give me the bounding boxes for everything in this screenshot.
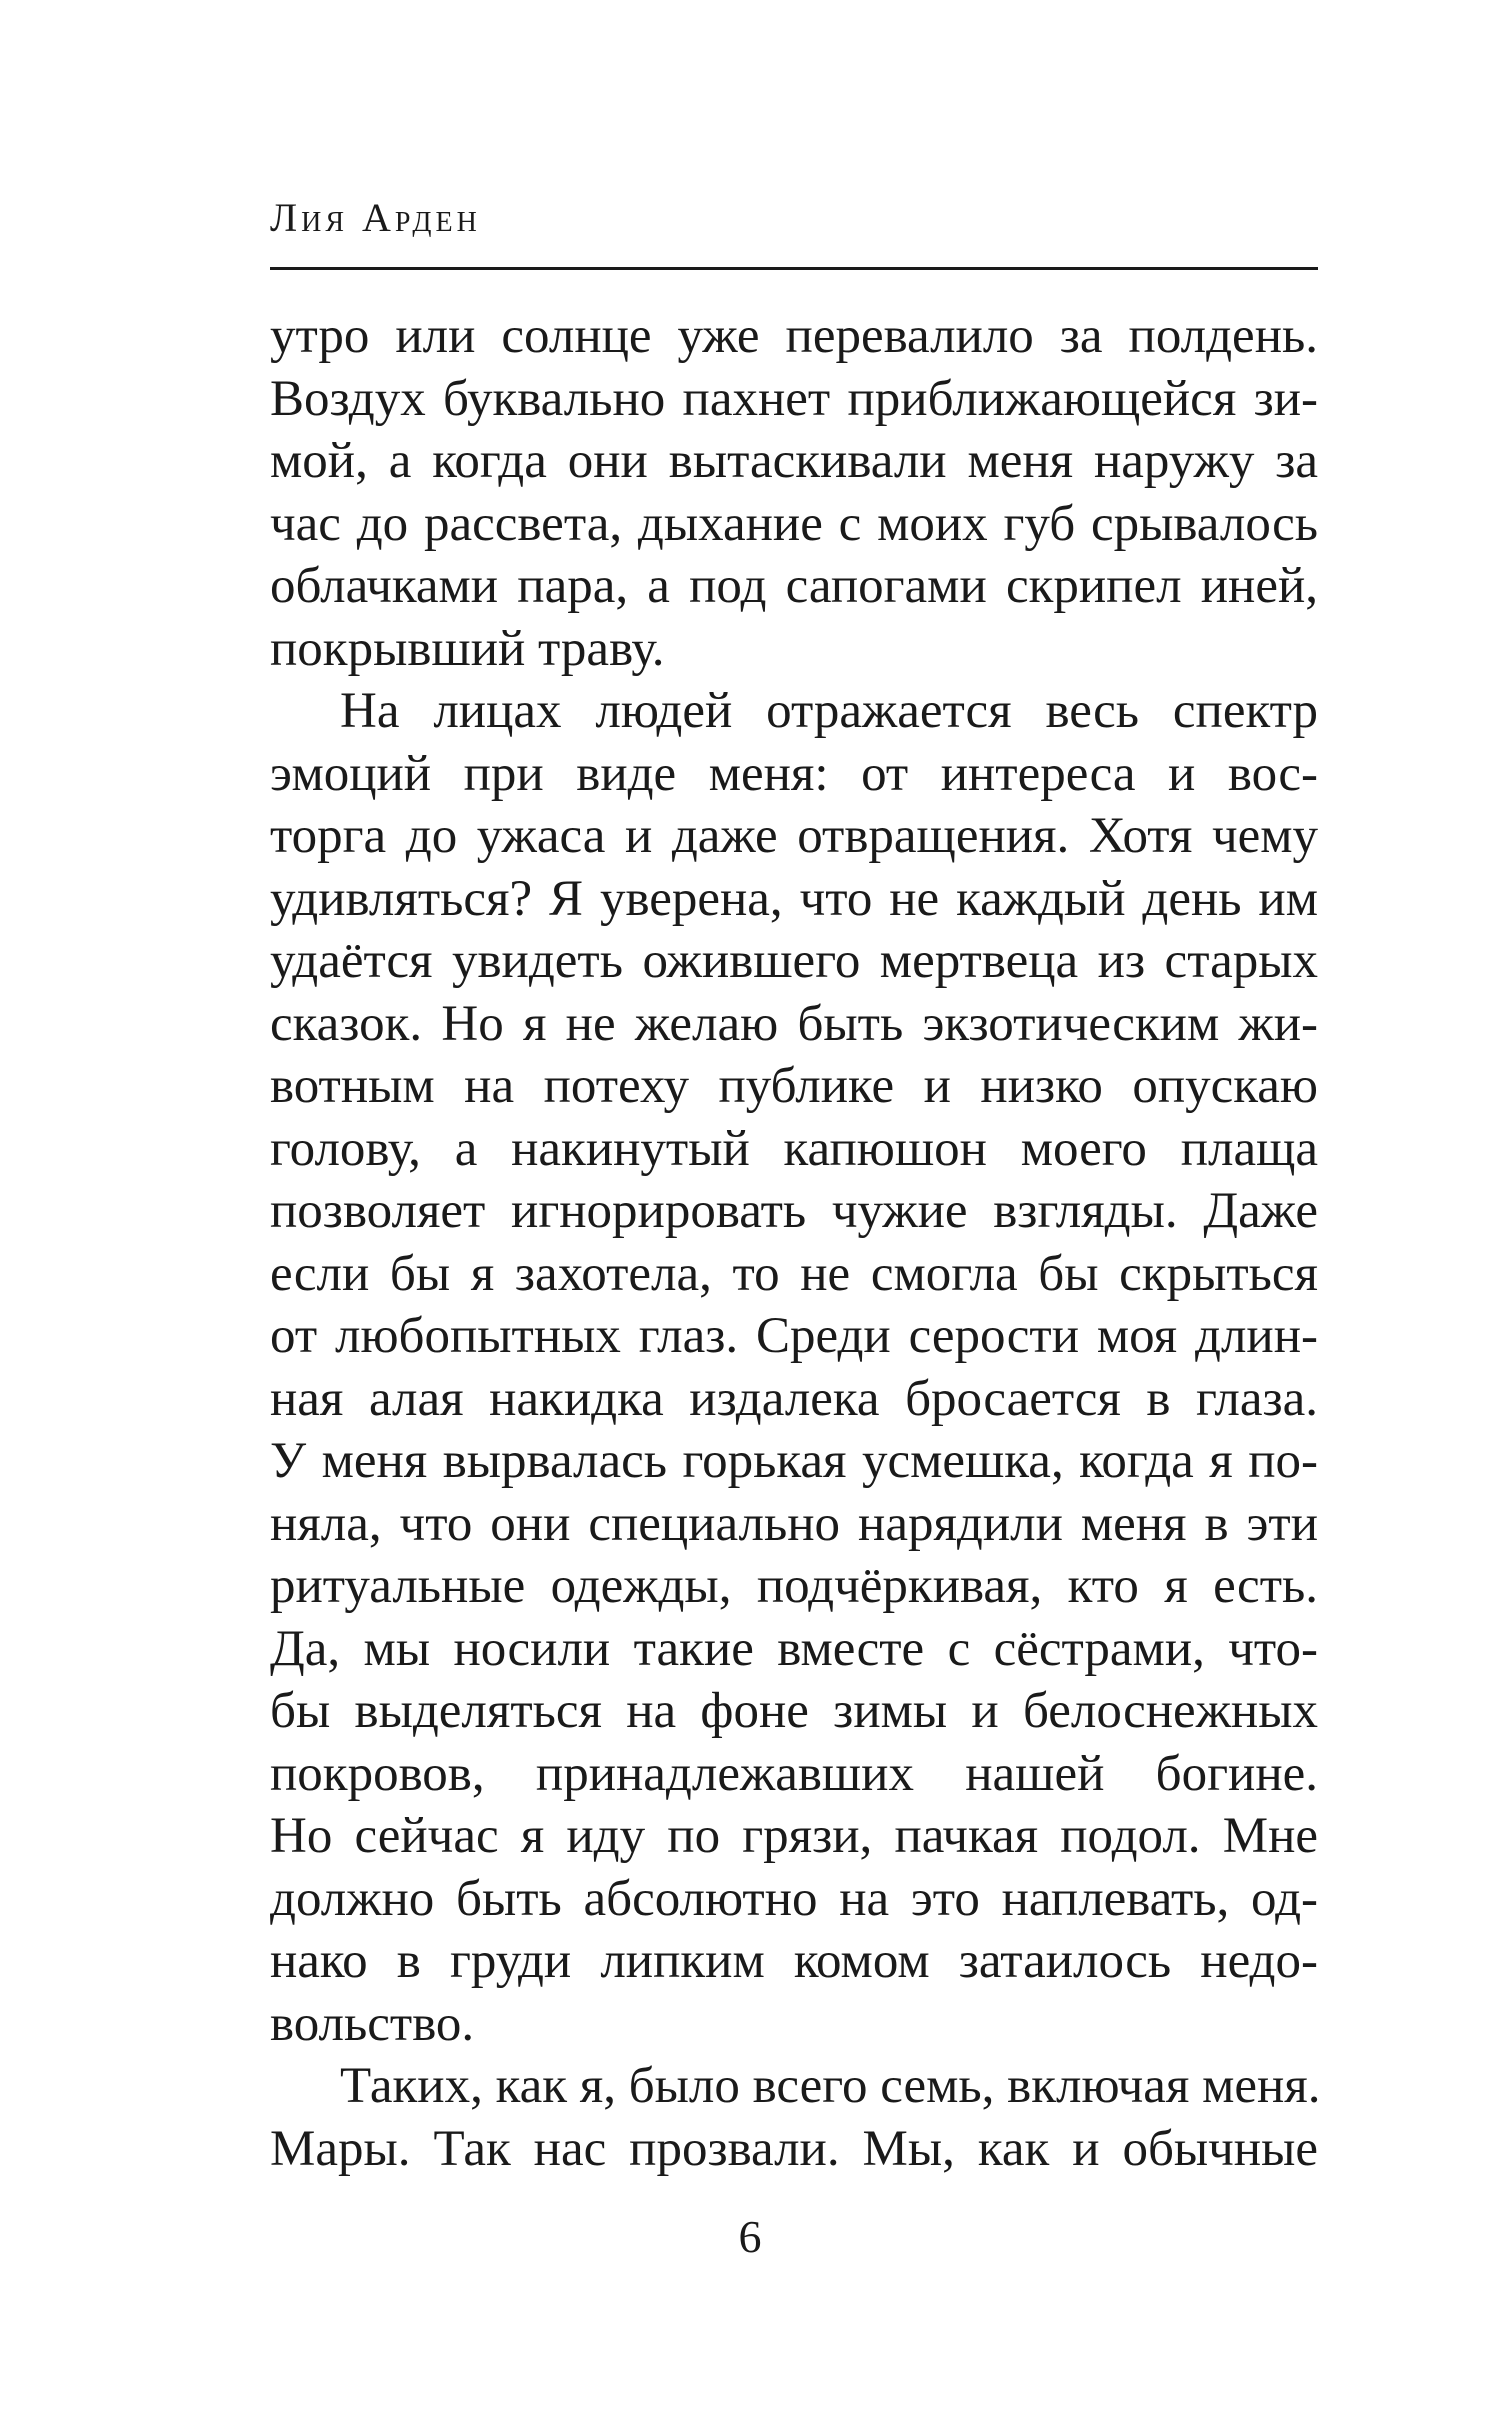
text-line: должно быть абсолютно на это наплевать, од- xyxy=(270,1870,1318,1927)
paragraph xyxy=(270,680,1318,2055)
text-line: вотным на потеху публике и низко опускаю xyxy=(270,1058,1318,1114)
text-line: Воздух буквально пахнет приближающейся зи- xyxy=(270,370,1318,427)
text-line: если бы я захотела, то не смогла бы скрыться xyxy=(270,1245,1318,1302)
text-line: Да, мы носили такие вместе с сёстрами, что- xyxy=(270,1620,1318,1677)
text-line: Но сейчас я иду по грязи, пачкая подол. Мне xyxy=(270,1808,1318,1864)
text-line: голову, а накинутый капюшон моего плаща xyxy=(270,1120,1318,1177)
text-line: вольство. xyxy=(270,1995,475,2052)
paragraph xyxy=(270,2055,1321,2180)
text-line: удаётся увидеть ожившего мертвеца из старых xyxy=(270,933,1318,989)
text-line: утро или солнце уже перевалило за полдень. xyxy=(270,308,1318,364)
text-line: покровов, принадлежавших нашей богине. xyxy=(270,1745,1318,1802)
text-line: позволяет игнорировать чужие взгляды. Даже xyxy=(270,1183,1318,1239)
paragraph xyxy=(270,305,1318,680)
text-line: Таких, как я, было всего семь, включая меня. xyxy=(340,2058,1321,2114)
text-line: ная алая накидка издалека бросается в глаза. xyxy=(270,1370,1318,1427)
text-line: час до рассвета, дыхание с моих губ срывалось xyxy=(270,495,1318,552)
text-line: На лицах людей отражается весь спектр xyxy=(340,683,1318,739)
text-line: облачками пара, а под сапогами скрипел иней, xyxy=(270,558,1318,614)
header-rule xyxy=(270,267,1318,270)
page-number: 6 xyxy=(738,2211,762,2262)
text-line: сказок. Но я не желаю быть экзотическим жи- xyxy=(270,995,1318,1052)
text-line: ритуальные одежды, подчёркивая, кто я есть. xyxy=(270,1558,1318,1614)
text-line: бы выделяться на фоне зимы и белоснежных xyxy=(270,1683,1318,1739)
text-line: покрывший траву. xyxy=(270,620,665,677)
text-line: удивляться? Я уверена, что не каждый день им xyxy=(270,870,1318,927)
running-head-author: Лия Арден xyxy=(270,195,481,240)
body-text xyxy=(270,305,1321,2180)
text-line: нако в груди липким комом затаилось недо- xyxy=(270,1933,1318,1989)
text-line: мой, а когда они вытаскивали меня наружу за xyxy=(270,433,1318,489)
text-line: У меня вырвалась горькая усмешка, когда я по- xyxy=(270,1433,1318,1489)
text-line: Мары. Так нас прозвали. Мы, как и обычные xyxy=(270,2120,1318,2177)
text-line: от любопытных глаз. Среди серости моя длин- xyxy=(270,1308,1318,1364)
text-line: эмоций при виде меня: от интереса и вос- xyxy=(270,745,1318,802)
text-line: торга до ужаса и даже отвращения. Хотя чему xyxy=(270,808,1318,864)
text-line: няла, что они специально нарядили меня в эти xyxy=(270,1495,1318,1552)
